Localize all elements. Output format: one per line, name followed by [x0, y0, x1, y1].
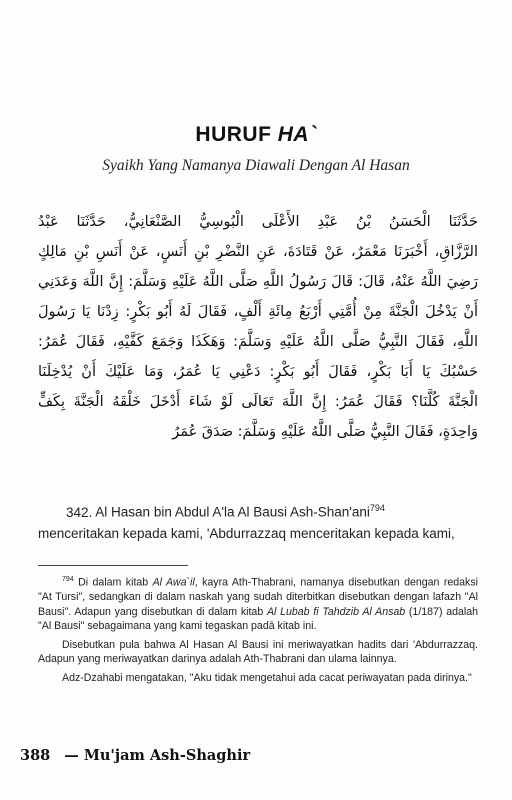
arabic-line: الرَّزَّاقِ، أَخْبَرَنَا مَعْمَرٌ، عَنْ قَتَادَةَ، عَنِ النَّضْرِ بْنِ أَنَسٍ، عَنْ أَنَسِ بْنِ مَالِكٍ: [38, 244, 478, 260]
footnote-reference: 794: [369, 503, 385, 513]
arabic-line: حَدَّثَنَا الْحَسَنُ بْنُ عَبْدِ الأَعْلَى الْبُوسِيُّ الصَّنْعَانِيُّ، حَدَّثَنَا عَبْدُ: [38, 214, 478, 230]
footnote-text: , kayra Ath-Thabrani, namanya disebutkan dengan redaksi "At Tursi", sedangkan di dalam naskah yang sudah diterbitkan disebutkan dengan lafazh "Al Bausi". Adapun yang disebutkan di dalam kitab: [38, 576, 479, 618]
footnote-794: [38, 573, 478, 634]
arabic-line: رَضِيَ اللَّهُ عَنْهُ، قَالَ: قَالَ رَسُولُ اللَّهِ صَلَّى اللَّهُ عَلَيْهِ وَسَلَّمَ: إِنَّ اللَّهَ وَعَدَنِي: [38, 274, 478, 290]
chapter-heading-letter: HA`: [277, 123, 317, 146]
running-title: — Mu'jam Ash-Shaghir: [64, 747, 251, 764]
translation-line-1: Al Hasan bin Abdul A'la Al Bausi Ash-Shan'ani: [92, 504, 370, 520]
hadith-number: 342.: [66, 504, 93, 520]
arabic-hadith-text: [38, 207, 478, 447]
footnote-text: Di dalam kitab: [73, 576, 153, 589]
arabic-line: أَنْ يَدْخُلَ الْجَنَّةَ مِنْ أُمَّتِي أَرْبَعُ مِائَةِ أَلْفٍ، فَقَالَ لَهُ أَبُو بَكْرٍ: زِدْنَا يَا رَسُولَ: [38, 304, 478, 320]
footnotes: [38, 573, 478, 689]
footnote-divider: [38, 565, 188, 566]
chapter-heading: [0, 123, 512, 147]
book-title-italic: Al Lubab fi Tahdzib Al Ansab: [266, 605, 406, 618]
arabic-line: حَسْبُكَ يَا أَبَا بَكْرٍ، فَقَالَ أَبُو بَكْرٍ: دَعْنِي يَا عُمَرُ، وَمَا عَلَيْكَ أَنْ يُدْخِلَنَا: [38, 364, 478, 380]
translation-paragraph: [38, 498, 478, 544]
arabic-line: وَاحِدَةٍ، فَقَالَ النَّبِيُّ صَلَّى اللَّهُ عَلَيْهِ وَسَلَّمَ: صَدَقَ عُمَرُ: [172, 424, 478, 440]
translation-line-2: menceritakan kepada kami, 'Abdurrazzaq menceritakan kepada kami,: [38, 525, 455, 541]
footnote-paragraph-2: Disebutkan pula bahwa Al Hasan Al Bausi ini meriwayatkan hadits dari 'Abdurrazzaq. Adapun yang meriwayatkan darinya adalah Ath-Thabrani dan ulama lainnya.: [38, 638, 478, 666]
footnote-paragraph-3: Adz-Dzahabi mengatakan, "Aku tidak mengetahui ada cacat periwayatan pada dirinya.": [62, 671, 472, 684]
arabic-line: الْجَنَّةَ كُلَّنَا؟ فَقَالَ عُمَرُ: إِنَّ اللَّهَ تَعَالَى لَوْ شَاءَ أَدْخَلَ خَلْقَهُ الْجَنَّةَ بِكَفٍّ: [38, 394, 478, 410]
page-number: 388: [20, 747, 51, 764]
footnote-mark: 794: [62, 576, 74, 583]
chapter-heading-prefix: HURUF: [195, 123, 278, 146]
footnote-text: (1/187) adalah "Al Bausi" sebagaimana yang kami tegaskan padā kitab ini.: [38, 605, 479, 633]
chapter-subheading: Syaikh Yang Namanya Diawali Dengan Al Hasan: [102, 157, 410, 174]
page-footer: [20, 747, 250, 764]
arabic-line: اللَّهِ، فَقَالَ النَّبِيُّ صَلَّى اللَّهُ عَلَيْهِ وَسَلَّمَ: وَهَكَذَا وَجَمَعَ كَفَّيْهِ، فَقَالَ عُمَرُ:: [38, 334, 478, 350]
book-title-italic: Al Awa`il: [152, 576, 195, 589]
